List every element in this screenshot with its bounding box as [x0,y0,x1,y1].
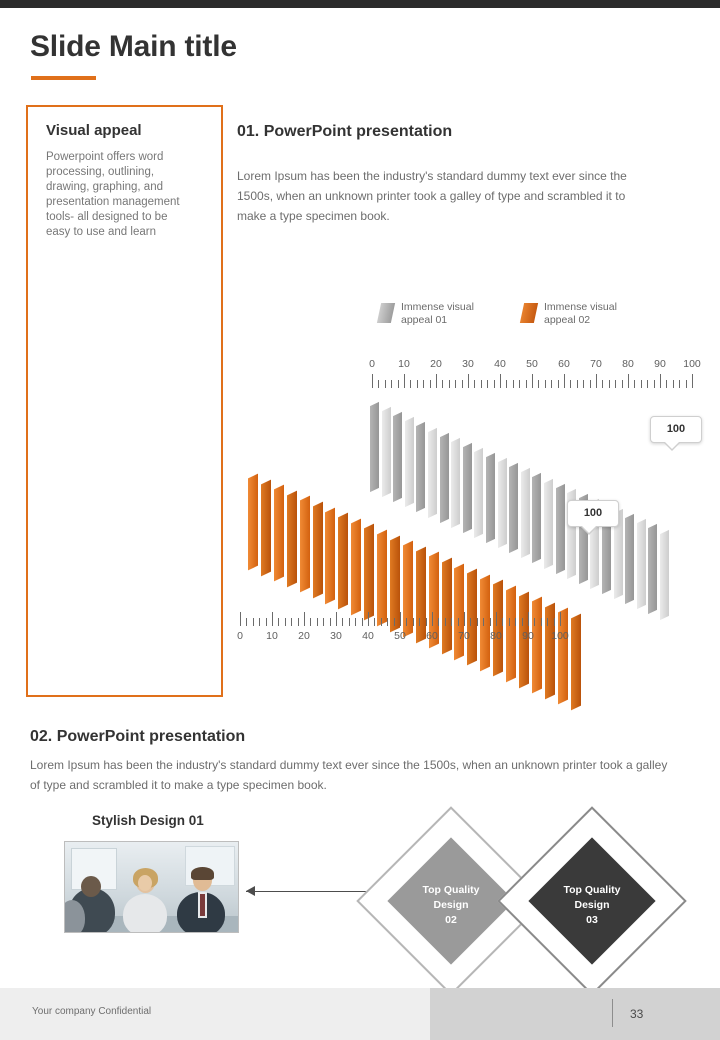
chart-slab-grey [544,478,553,568]
chart-slab-orange [338,513,348,610]
axis-tick [538,380,539,388]
axis-tick [381,618,382,626]
chart-slab-grey [405,417,414,507]
axis-tick [291,618,292,626]
footer-divider [612,999,613,1027]
axis-tick [564,374,565,388]
legend-label-1: Immense visual appeal 01 [401,301,474,326]
axis-tick [590,380,591,388]
axis-tick [458,618,459,626]
chart-slab-grey [648,524,657,614]
chart-slab-grey [370,402,379,492]
axis-tick [372,374,373,388]
axis-tick [374,618,375,626]
chart-slab-grey [625,514,634,604]
axis-tick [554,618,555,626]
axis-tick [532,374,533,388]
chart-slab-grey [440,432,449,522]
title-underline [31,76,96,80]
chart-slab-grey [451,438,460,528]
axis-tick-label: 50 [526,358,538,370]
chart-slab-grey [486,453,495,543]
axis-tick [474,380,475,388]
photo-frame [64,841,239,933]
axis-tick-label: 30 [330,630,342,642]
axis-tick [522,618,523,626]
callout-value-grey: 100 [650,416,702,443]
diamond-02-line2: Design [433,899,469,911]
axis-tick-label: 10 [266,630,278,642]
axis-tick [464,612,465,626]
axis-bottom-labels [237,630,569,644]
chart-slab-grey [416,422,425,512]
axis-tick [406,618,407,626]
axis-tick-label: 90 [522,630,534,642]
section-2-body: Lorem Ipsum has been the industry's standard dummy text ever since the 1500s, when an unknown printer took a galley of type and scrambled it to make a type specimen book. [30,758,668,792]
axis-tick [413,618,414,626]
axis-tick [513,380,514,388]
axis-tick [266,618,267,626]
axis-tick [660,374,661,388]
chart-slab-grey [498,458,507,548]
axis-tick [432,612,433,626]
axis-tick [449,380,450,388]
axis-tick-label: 10 [398,358,410,370]
axis-tick [404,374,405,388]
chart-axis-bottom [237,610,569,652]
axis-tick [419,618,420,626]
axis-tick-label: 100 [551,630,569,642]
diamond-03-label [547,883,637,928]
axis-tick [494,380,495,388]
flow-arrow-head-icon [246,886,255,896]
footer-right-band [430,988,720,1040]
chart-slab-grey [637,519,646,609]
page-title: Slide Main title [30,30,237,63]
axis-tick [477,618,478,626]
chart-slab-grey [463,443,472,533]
axis-tick [528,612,529,626]
axis-tick [515,618,516,626]
axis-tick [666,380,667,388]
axis-tick [398,380,399,388]
axis-tick [509,618,510,626]
legend-label-2: Immense visual appeal 02 [544,301,617,326]
callout-value-orange: 100 [567,500,619,527]
axis-tick [349,618,350,626]
visual-appeal-body: Powerpoint offers word processing, outlining, drawing, graphing, and presentation management tools- all designed to be easy to use and learn [46,151,180,238]
axis-tick-label: 0 [369,358,375,370]
axis-tick [622,380,623,388]
axis-tick [430,380,431,388]
axis-tick [577,380,578,388]
axis-tick [534,618,535,626]
axis-tick [423,380,424,388]
axis-tick [240,612,241,626]
chart-slab-orange [248,474,258,571]
axis-tick [526,380,527,388]
axis-tick [442,380,443,388]
axis-tick-label: 90 [654,358,666,370]
axis-tick [490,618,491,626]
axis-tick-label: 20 [430,358,442,370]
diamond-03-line2: Design [574,899,610,911]
axis-tick [385,380,386,388]
axis-tick [259,618,260,626]
axis-tick [679,380,680,388]
axis-tick [634,380,635,388]
axis-tick [692,374,693,388]
axis-tick [470,618,471,626]
axis-tick-label: 0 [237,630,243,642]
axis-tick [310,618,311,626]
axis-tick [506,380,507,388]
axis-tick [317,618,318,626]
axis-tick [272,612,273,626]
axis-tick [481,380,482,388]
axis-tick [628,374,629,388]
axis-tick [496,612,497,626]
axis-tick [304,612,305,626]
chart-slab-orange [274,485,284,582]
axis-tick [368,612,369,626]
axis-tick [462,380,463,388]
axis-tick [468,374,469,388]
diamond-03-line3: 03 [586,914,598,926]
section-1-body: Lorem Ipsum has been the industry's standard dummy text ever since the 1500s, when an unknown printer took a galley of type and scrambled it to make a type specimen book. [237,169,627,223]
axis-tick-label: 60 [558,358,570,370]
axis-tick [483,618,484,626]
axis-tick [387,618,388,626]
axis-tick-label: 40 [362,630,374,642]
axis-tick [654,380,655,388]
axis-tick [336,612,337,626]
chart-slab-grey [509,463,518,553]
axis-tick [560,612,561,626]
axis-top-ticks [372,372,692,388]
chart-slab-grey [428,427,437,517]
axis-tick [541,618,542,626]
chart-slab-orange [313,502,323,599]
axis-tick [400,612,401,626]
axis-tick [394,618,395,626]
axis-tick [355,618,356,626]
footer-page-number: 33 [630,1007,644,1021]
visual-appeal-title: Visual appeal [46,122,142,139]
section-2-title: 02. PowerPoint presentation [30,728,246,745]
axis-tick [602,380,603,388]
legend-swatch-orange-icon [520,303,538,323]
chart-slab-grey [556,483,565,573]
axis-tick [615,380,616,388]
axis-tick [519,380,520,388]
axis-tick [647,380,648,388]
team-meeting-photo [65,842,238,932]
stacked-3d-chart [240,390,692,615]
chart-slab-orange [364,524,374,621]
axis-tick [438,618,439,626]
axis-tick [558,380,559,388]
axis-tick [487,380,488,388]
axis-tick [545,380,546,388]
chart-slab-orange [287,490,297,587]
photo-caption: Stylish Design 01 [92,813,204,828]
chart-slab-grey [474,448,483,538]
chart-slab-orange [571,614,581,711]
axis-tick [285,618,286,626]
diamond-03-line1: Top Quality [563,884,621,896]
axis-tick [502,618,503,626]
axis-tick-label: 30 [462,358,474,370]
axis-tick [686,380,687,388]
axis-tick [445,618,446,626]
axis-tick-label: 40 [494,358,506,370]
chart-slab-orange [261,479,271,576]
diamond-02-line3: 02 [445,914,457,926]
axis-tick [596,374,597,388]
axis-tick [673,380,674,388]
axis-tick [298,618,299,626]
chart-slab-grey [393,412,402,502]
axis-tick [451,618,452,626]
diamond-02-label [406,883,496,928]
chart-slab-grey [532,473,541,563]
axis-tick [278,618,279,626]
chart-slab-grey [660,529,669,619]
axis-tick [583,380,584,388]
axis-tick-label: 80 [490,630,502,642]
axis-tick [641,380,642,388]
axis-tick [547,618,548,626]
axis-tick [570,380,571,388]
diamond-02-line1: Top Quality [422,884,480,896]
footer-confidential-text: Your company Confidential [32,1006,152,1017]
axis-tick [330,618,331,626]
axis-top-labels [369,358,701,372]
chart-legend [379,301,679,337]
axis-tick [426,618,427,626]
axis-tick [378,380,379,388]
axis-tick [436,374,437,388]
chart-slab-grey [521,468,530,558]
legend-swatch-grey-icon [377,303,395,323]
section-1-title: 01. PowerPoint presentation [237,123,453,140]
axis-tick-label: 60 [426,630,438,642]
axis-tick-label: 20 [298,630,310,642]
axis-tick-label: 50 [394,630,406,642]
axis-tick [609,380,610,388]
axis-tick [410,380,411,388]
axis-tick [500,374,501,388]
axis-tick-label: 80 [622,358,634,370]
axis-tick-label: 70 [590,358,602,370]
axis-tick [551,380,552,388]
chart-slab-orange [325,507,335,604]
chart-slab-orange [300,496,310,593]
chart-slab-grey [382,407,391,497]
axis-tick [323,618,324,626]
top-bar [0,0,720,8]
axis-tick [253,618,254,626]
axis-tick [246,618,247,626]
chart-slab-orange [351,518,361,615]
axis-tick [362,618,363,626]
axis-tick-label: 100 [683,358,701,370]
axis-tick [342,618,343,626]
axis-tick [455,380,456,388]
axis-tick [391,380,392,388]
axis-bottom-ticks [240,610,560,626]
axis-tick [417,380,418,388]
axis-tick-label: 70 [458,630,470,642]
